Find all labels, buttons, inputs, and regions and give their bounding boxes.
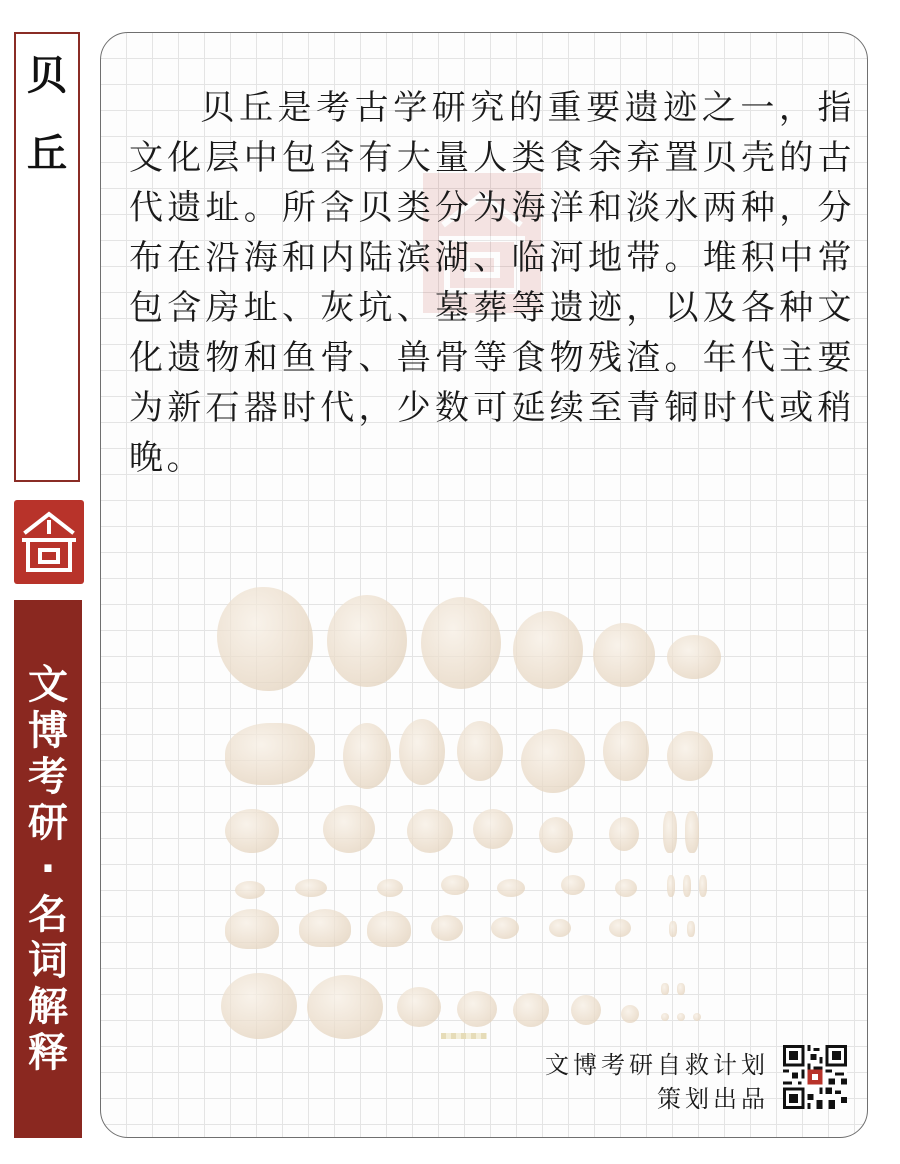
shell-specimens-photo [211,583,731,1053]
footer-producer: 文博考研自救计划 [545,1051,769,1079]
qr-code-icon[interactable] [783,1045,847,1109]
series-char: 博 [28,708,68,754]
seal-logo-icon [14,500,84,584]
term-title-box [14,32,80,482]
series-char: 文 [28,662,68,708]
series-char: 名 [28,892,68,938]
series-char: 考 [28,754,68,800]
series-char: · [40,846,56,892]
series-char: 释 [28,1030,68,1076]
content-card [100,32,868,1138]
footer-credit: 策划出品 [657,1085,769,1113]
series-char: 词 [28,938,68,984]
series-char: 研 [28,800,68,846]
term-char-2: 丘 [27,131,67,177]
series-char: 解 [28,984,68,1030]
term-char-1: 贝 [27,53,67,99]
series-title [14,600,82,1138]
definition-text: 贝丘是考古学研究的重要遗迹之一，指文化层中包含有大量人类食余弃置贝壳的古代遗址。所含贝类分为海洋和淡水两种，分布在沿海和内陆滨湖、临河地带。堆积中常包含房址、灰坑、墓葬等遗迹，以及各种文化遗物和鱼骨、兽骨等食物残渣。年代主要为新石器时代，少数可延续至青铜时代或稍晚。 [129,88,855,478]
scale-bar [441,1033,487,1039]
